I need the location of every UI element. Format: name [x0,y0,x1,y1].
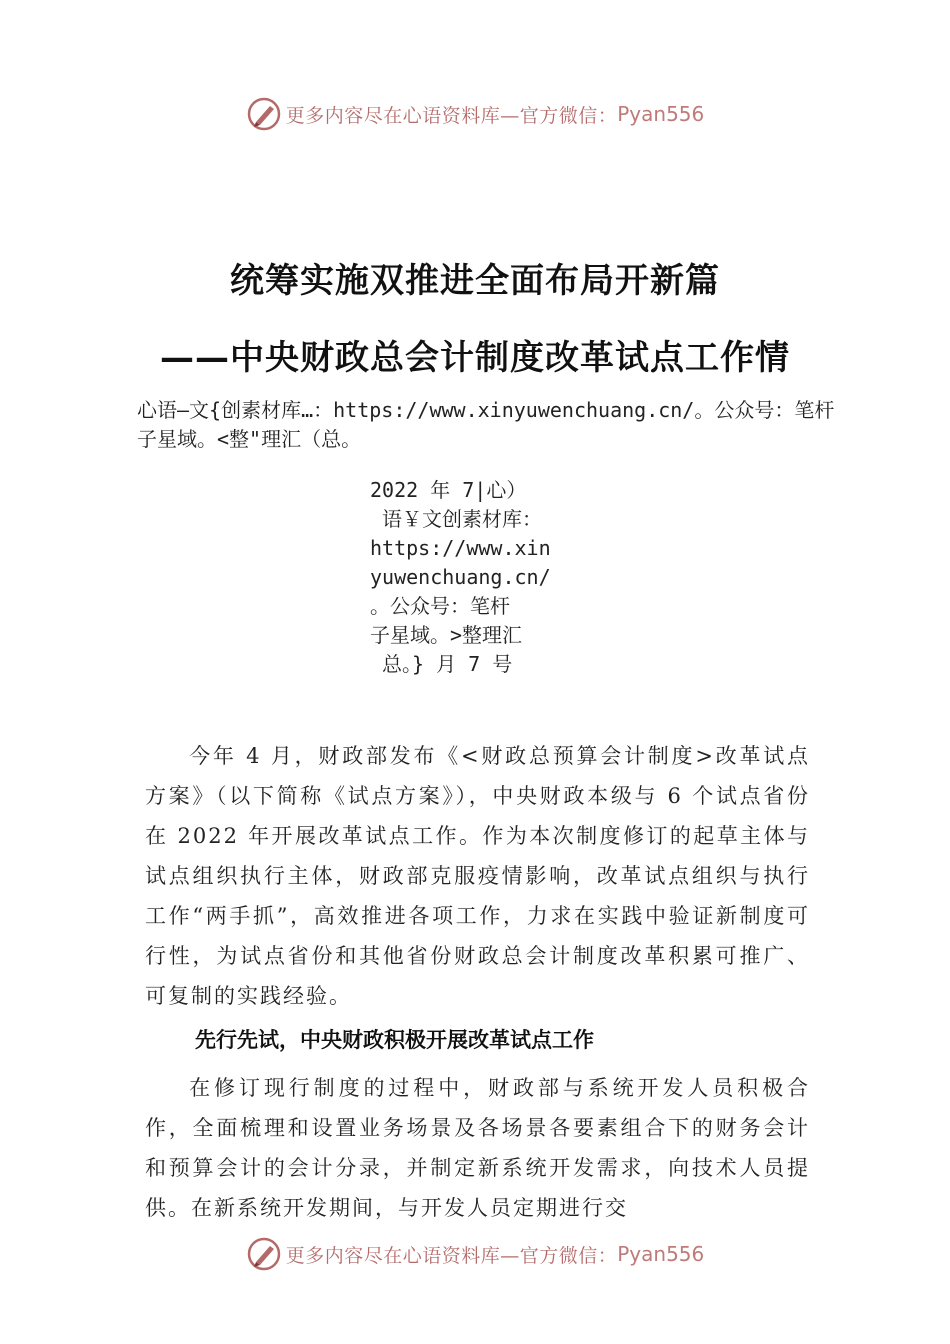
source-line: 心语—文{创素材库…：https://www.xinyuwenchuang.cn/。公众号：笔杆子星域。<整"理汇（总。 [137,398,835,451]
date-line: 子星域。>整理汇 [370,623,523,647]
date-line: 语￥文创素材库： [370,507,543,531]
date-line: yuwenchuang.cn/ [370,565,551,589]
date-line: 总。} 月 7 号 [370,652,513,676]
date-line: 2022 年 7|心） [370,478,527,502]
pen-logo-icon [246,1236,282,1272]
date-line: 。公众号：笔杆 [370,594,510,618]
document-subtitle: ——中央财政总会计制度改革试点工作情 [160,338,790,378]
banner-text: 更多内容尽在心语资料库—官方微信： [285,104,618,127]
banner-wechat-id: Pyan556 [617,102,705,126]
banner-text: 更多内容尽在心语资料库—官方微信： [285,1244,618,1267]
pen-logo-icon [246,96,282,132]
body-paragraph-1: 今年 4 月，财政部发布《<财政总预算会计制度>改革试点方案》（以下简称《试点方案》），中央财政本级与 6 个试点省份在 2022 年开展改革试点工作。作为本次制度修订的起草主体与试点组织执行主体，财政部克服疫情影响，改革试点组织与执行工作“两手抓”，高效推进各项工作，力求在实践中验证新制度可行性，为试点省份和其他省份财政总会计制度改革积累可推广、可复制的实践经验。 [145,744,810,1008]
body-paragraph-2: 在修订现行制度的过程中，财政部与系统开发人员积极合作，全面梳理和设置业务场景及各场景各要素组合下的财务会计和预算会计的会计分录，并制定新系统开发需求，向技术人员提供。在新系统开发期间，与开发人员定期进行交 [145,1076,810,1220]
date-line: https://www.xin [370,536,551,560]
date-block [370,476,582,679]
banner-wechat-id: Pyan556 [617,1242,705,1266]
footer-banner [0,1234,950,1274]
section-heading: 先行先试，中央财政积极开展改革试点工作 [195,1028,594,1052]
header-banner [0,94,950,134]
document-title: 统筹实施双推进全面布局开新篇 [230,261,720,301]
